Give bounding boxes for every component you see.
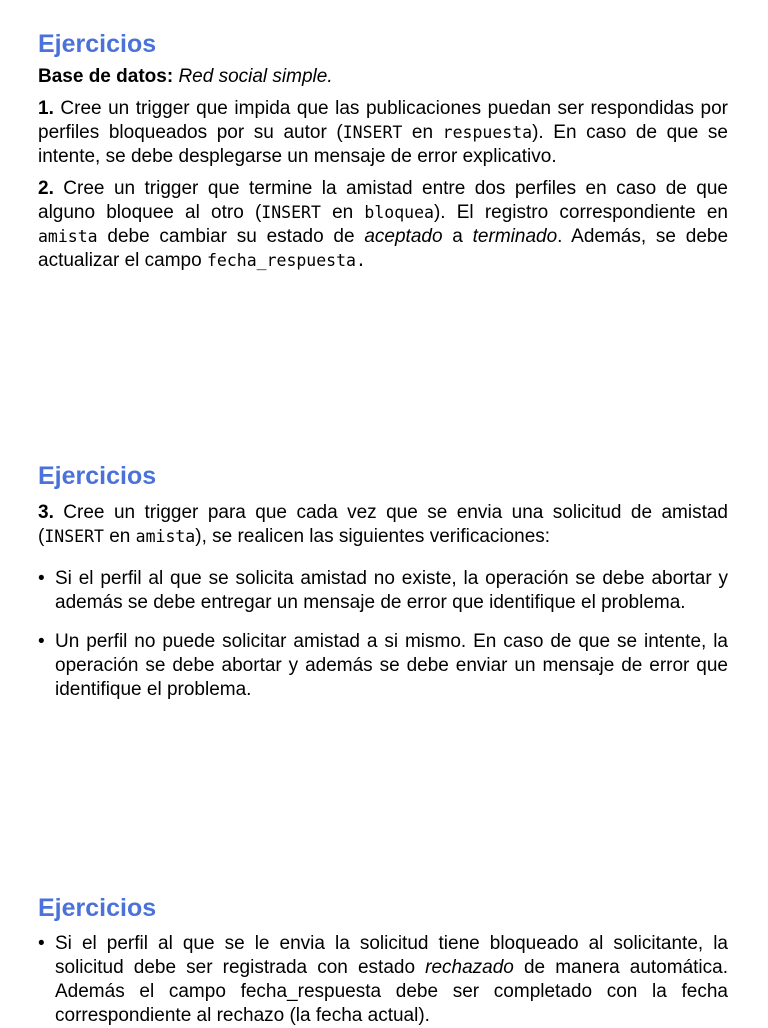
exercise-2-code: INSERT <box>261 203 321 222</box>
verification-list-continued <box>38 932 728 1028</box>
exercise-1-text: ). En caso de que se intente, se debe desplegarse un mensaje de error explicativo. <box>38 122 728 167</box>
exercise-2-text: en <box>320 202 365 223</box>
database-value: Red social simple. <box>178 66 333 87</box>
exercise-2-italic: terminado <box>472 226 558 247</box>
exercise-2-text: . Además, se debe actualizar el campo <box>38 226 729 271</box>
exercise-2-text: ). El registro correspondiente en <box>433 202 728 223</box>
slide-1-title: Ejercicios <box>38 30 157 58</box>
slide-2 <box>38 461 728 702</box>
list-item <box>38 630 728 702</box>
exercise-1-code: INSERT <box>342 123 403 142</box>
slide-1 <box>38 29 728 273</box>
list-item <box>38 932 728 1028</box>
exercise-2-text: Cree un trigger que termine la amistad entre dos perfiles en caso de que alguno bloquee al otro ( <box>38 178 728 223</box>
exercise-2-code: fecha_respuesta. <box>206 251 366 270</box>
list-item-text: Si el perfil al que se le envia la solicitud tiene bloqueado al solicitante, la solicitud debe ser registrada con estado <box>55 933 728 978</box>
slide-2-title: Ejercicios <box>38 462 157 490</box>
exercise-3-number: 3. <box>38 502 54 523</box>
exercise-3-text: en <box>103 526 136 547</box>
exercise-2-code: bloquea <box>364 203 434 222</box>
exercise-1-text: Cree un trigger que impida que las publicaciones puedan ser respondidas por perfiles bloqueados por su autor ( <box>38 98 728 143</box>
exercise-2-italic: aceptado <box>364 226 443 247</box>
exercise-2-text: a <box>442 226 473 247</box>
exercise-3-text: ), se realicen las siguientes verificaciones: <box>195 526 551 547</box>
list-item-text: de manera automática. Además el campo fecha_respuesta debe ser completado con la fecha correspondiente al rechazo (la fecha actual). <box>55 957 728 1026</box>
list-item <box>38 567 728 615</box>
list-item-italic: rechazado <box>425 957 514 978</box>
database-line <box>38 65 728 89</box>
bullet-icon: • <box>38 568 45 589</box>
database-label: Base de datos: <box>38 66 174 87</box>
exercise-3-text: Cree un trigger para que cada vez que se envia una solicitud de amistad ( <box>38 502 728 547</box>
slide-3-title: Ejercicios <box>38 894 157 922</box>
exercise-1-code: respuesta <box>442 123 533 142</box>
list-item-text: Si el perfil al que se solicita amistad no existe, la operación se debe abortar y además se debe entregar un mensaje de error que identifique el problema. <box>55 568 728 613</box>
exercise-3-code: amista <box>135 527 196 546</box>
verification-list <box>38 567 728 702</box>
exercise-1-text: en <box>402 122 443 143</box>
bullet-icon: • <box>38 631 45 652</box>
list-item-text: Un perfil no puede solicitar amistad a si mismo. En caso de que se intente, la operación se debe abortar y además se debe enviar un mensaje de error que identifique el problema. <box>55 631 728 700</box>
exercise-3-code: INSERT <box>44 527 104 546</box>
exercise-2 <box>38 177 728 273</box>
exercise-1 <box>38 97 728 169</box>
bullet-icon: • <box>38 933 45 954</box>
slide-3 <box>38 893 728 1028</box>
exercise-2-number: 2. <box>38 178 54 199</box>
exercise-3 <box>38 501 728 549</box>
exercise-2-code: amista <box>38 227 98 246</box>
exercise-1-number: 1. <box>38 98 54 119</box>
exercise-2-text: debe cambiar su estado de <box>97 226 365 247</box>
